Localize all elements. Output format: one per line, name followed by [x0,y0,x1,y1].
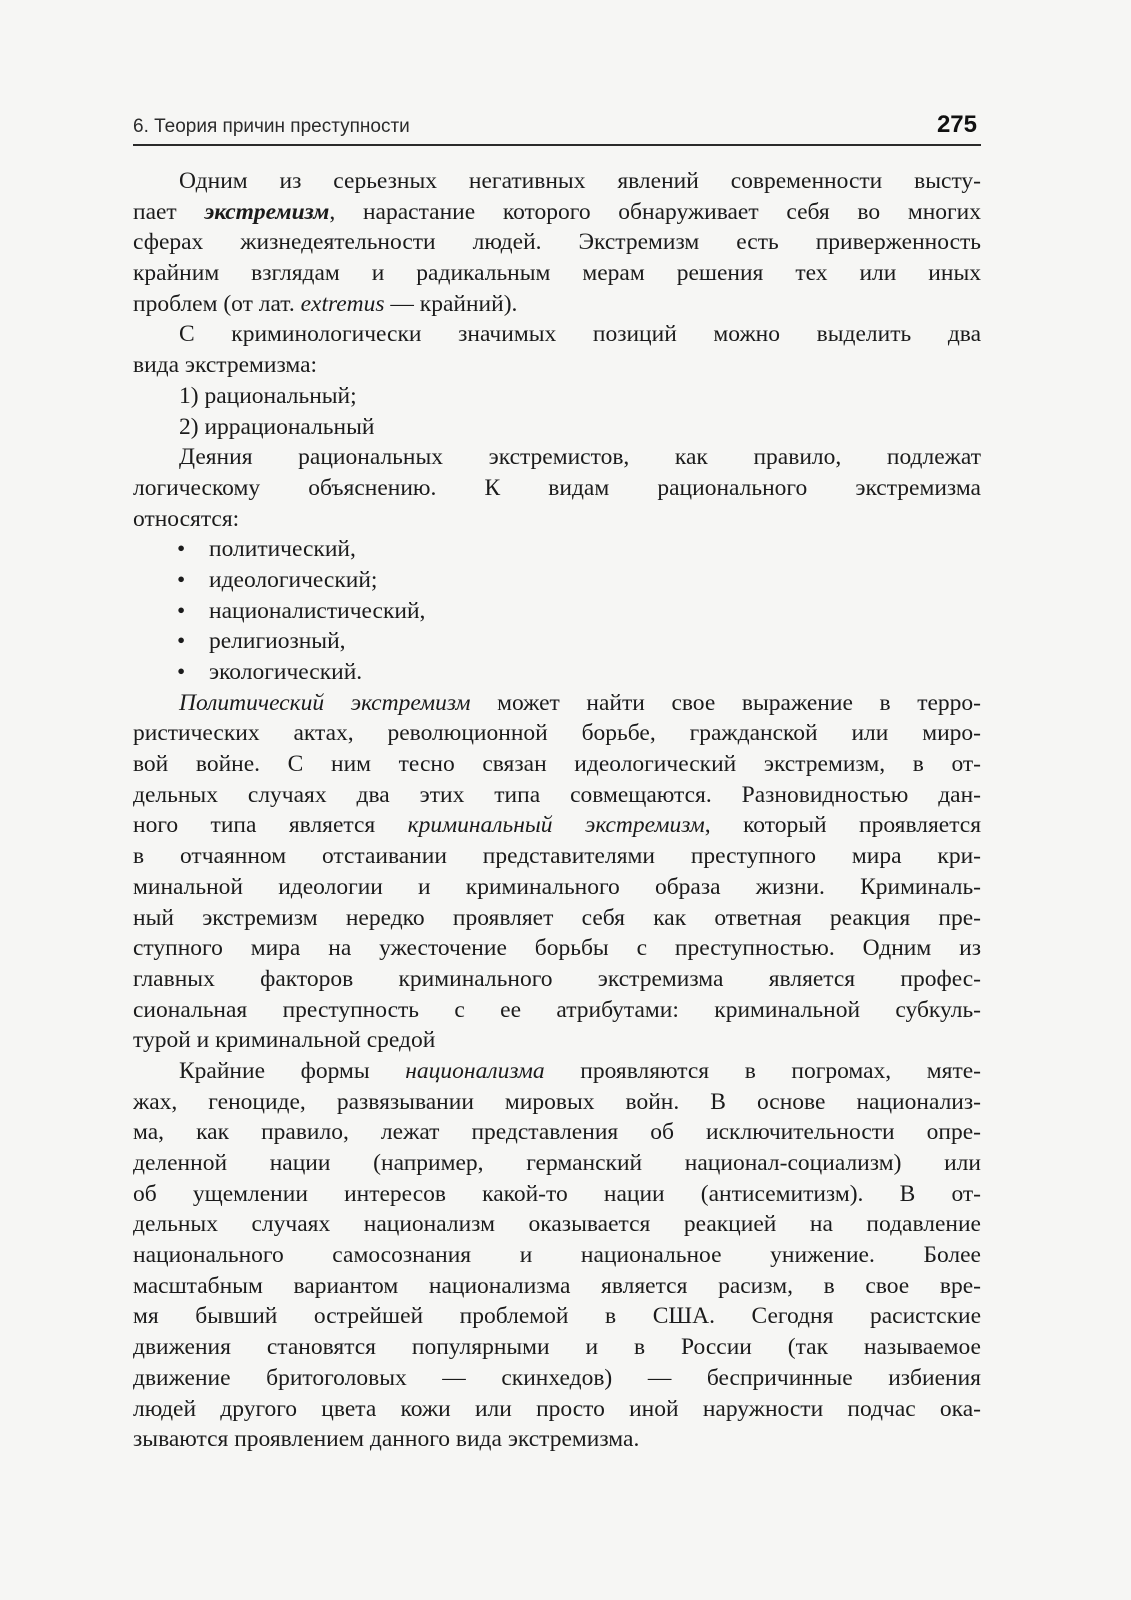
text-line: дельных случаях национализм оказывается реакцией на подавление [133,1211,981,1238]
text-line: Крайние формы национализма проявляются в погромах, мяте- [179,1057,981,1084]
text-line: ма, как правило, лежат представления об исключительности опре- [133,1119,981,1146]
bullet-icon: • [177,566,186,593]
text-line: проблем (от лат. extremus — крайний). [133,290,518,317]
text-line: ристических актах, революционной борьбе, гражданской или миро- [133,720,981,747]
text-line: об ущемлении интересов какой-то нации (антисемитизм). В от- [133,1180,981,1207]
section-title: 6. Теория причин преступности [133,116,410,137]
term-criminal-extremism: криминальный экстремизм [407,812,705,839]
paragraph-political-extremism [133,688,981,1056]
text-line: С криминологически значимых позиций можно выделить два [179,321,981,348]
bullet-icon: • [177,536,186,563]
list-item: 2) иррациональный [179,413,375,440]
term-political-extremism: Политический экстремизм [179,689,471,716]
text-line: турой и криминальной средой [133,1027,436,1054]
running-header [133,108,981,146]
paragraph-rational-types [133,442,981,534]
text-line: зываются проявлением данного вида экстремизма. [133,1426,640,1453]
bullet-icon: • [177,597,186,624]
text-line: масштабным вариантом национализма является расизм, в свое вре- [133,1272,981,1299]
list-item: • политический, [133,534,981,565]
page-number: 275 [936,111,977,138]
text-line: относятся: [133,505,240,532]
numbered-list [133,381,981,442]
bulleted-list [133,534,981,687]
text-line: дельных случаях два этих типа совмещаются. Разновидностью дан- [133,781,981,808]
text-line: ный экстремизм нередко проявляет себя как ответная реакция пре- [133,904,981,931]
text-line: минальной идеологии и криминального образа жизни. Криминаль- [133,873,981,900]
text-line: Политический экстремизм может найти свое выражение в терро- [179,689,981,716]
text-line: движение бритоголовых — скинхедов) — беспричинные избиения [133,1364,981,1391]
text-line: крайним взглядам и радикальным мерам решения тех или иных [133,260,981,287]
text-line: пает экстремизм, нарастание которого обнаруживает себя во многих [133,198,981,225]
text-line: ступного мира на ужесточение борьбы с преступностью. Одним из [133,935,981,962]
text-line: ного типа является криминальный экстремизм, который проявляется [133,812,981,839]
text-line: национального самосознания и национальное унижение. Более [133,1242,981,1269]
text-line: главных факторов криминального экстремизма является профес- [133,965,981,992]
term-extremus: extremus [300,290,385,317]
list-item: • экологический. [133,657,981,688]
text-line: деленной нации (например, германский национал-социализм) или [133,1150,981,1176]
text-line: Одним из серьезных негативных явлений современности высту- [179,168,981,194]
list-item: 1) рациональный; [179,382,357,409]
text-line: в отчаянном отстаивании представителями преступного мира кри- [133,843,981,870]
text-line: жах, геноциде, развязывании мировых войн. В основе национализ- [133,1088,981,1115]
list-item: • националистический, [133,596,981,627]
text-line: Деяния рациональных экстремистов, как правило, подлежат [179,444,981,471]
text-line: движения становятся популярными и в России (так называемое [133,1334,981,1361]
paragraph-two-types [133,319,981,380]
paragraph-extremism-definition [133,166,981,319]
term-nationalism: национализма [405,1057,545,1084]
text-line: вой войне. С ним тесно связан идеологический экстремизм, в от- [133,751,981,778]
text-line: вида экстремизма: [133,352,318,379]
text-line: сферах жизнедеятельности людей. Экстремизм есть приверженность [133,229,981,256]
body-text [133,166,981,1455]
text-line: мя бывший острейшей проблемой в США. Сегодня расистские [133,1303,981,1330]
bullet-icon: • [177,659,186,685]
text-line: людей другого цвета кожи или просто иной наружности подчас ока- [133,1395,981,1422]
text-line: логическому объяснению. К видам рационального экстремизма [133,474,981,501]
list-item: • религиозный, [133,626,981,657]
term-extremism: экстремизм [204,198,330,225]
text-line: сиональная преступность с ее атрибутами: криминальной субкуль- [133,996,981,1023]
list-item: • идеологический; [133,565,981,596]
paragraph-nationalism [133,1056,981,1455]
bullet-icon: • [177,628,186,655]
